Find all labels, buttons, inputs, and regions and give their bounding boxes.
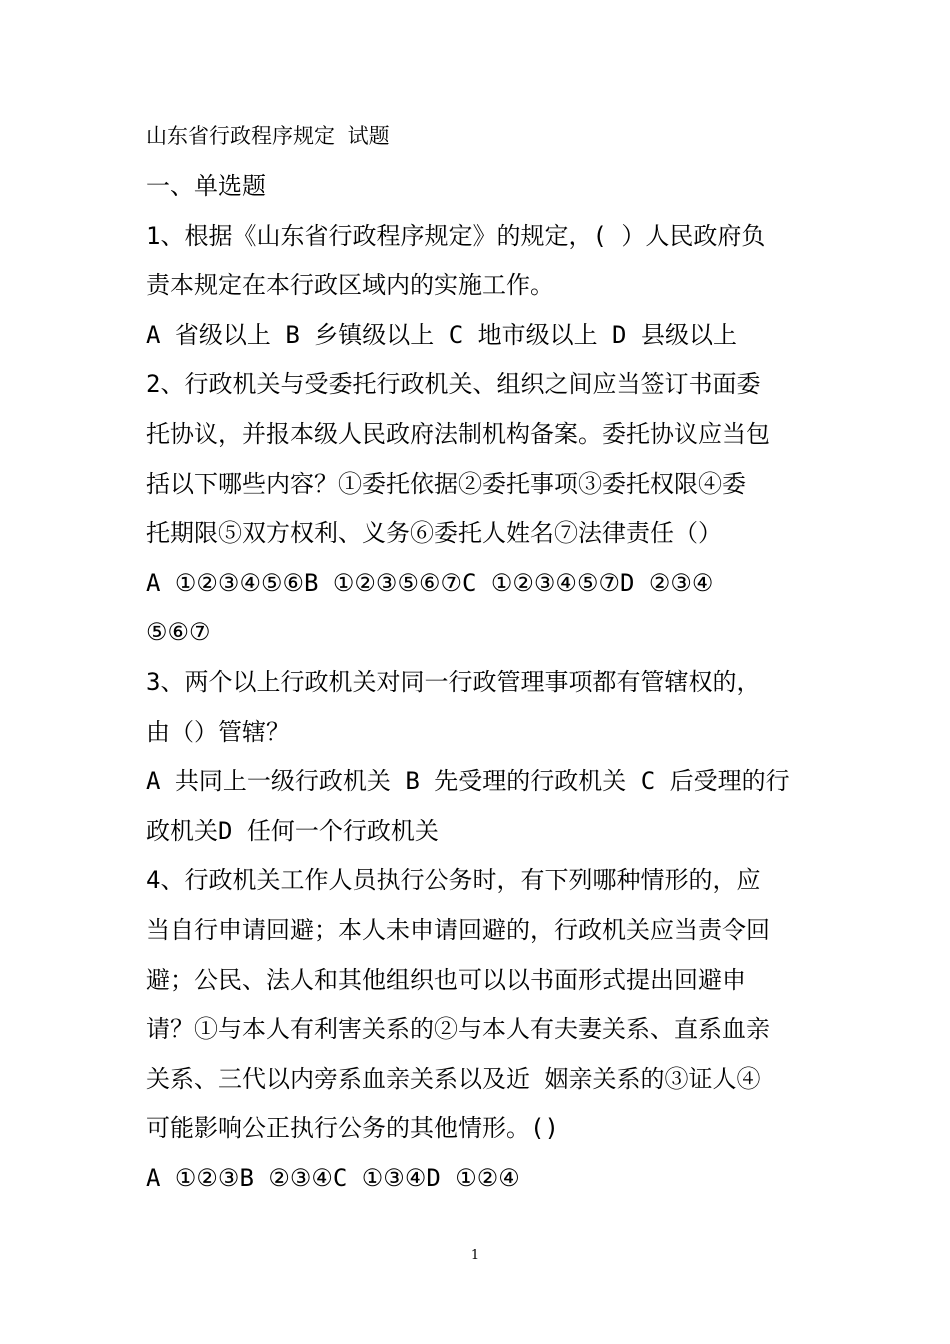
question-4-line-2: 当自行申请回避；本人未申请回避的，行政机关应当责令回 [146, 915, 770, 944]
question-4-line-3: 避；公民、法人和其他组织也可以以书面形式提出回避申 [146, 965, 746, 994]
page-number: 1 [470, 1248, 480, 1263]
document-title: 山东省行政程序规定 试题 [146, 124, 390, 148]
question-4-line-6: 可能影响公正执行公务的其他情形。() [146, 1114, 559, 1143]
question-2-line-3: 括以下哪些内容？①委托依据②委托事项③委托权限④委 [146, 469, 746, 498]
question-3-line-1: 3、两个以上行政机关对同一行政管理事项都有管辖权的， [146, 667, 761, 696]
question-2-options-line-1: A ①②③④⑤⑥B ①②③⑤⑥⑦C ①②③④⑤⑦D ②③④ [146, 568, 714, 597]
question-2-line-1: 2、行政机关与受委托行政机关、组织之间应当签订书面委 [146, 370, 761, 399]
section-heading: 一、单选题 [146, 172, 266, 200]
question-1-line-1: 1、根据《山东省行政程序规定》的规定，( ）人民政府负 [146, 221, 766, 250]
question-4-options: A ①②③B ②③④C ①③④D ①②④ [146, 1163, 520, 1192]
question-4-line-1: 4、行政机关工作人员执行公务时，有下列哪种情形的，应 [146, 866, 761, 895]
question-3-options-line-1: A 共同上一级行政机关 B 先受理的行政机关 C 后受理的行 [146, 767, 790, 796]
question-4-line-5: 关系、三代以内旁系血亲关系以及近 姻亲关系的③证人④ [146, 1064, 761, 1093]
question-2-line-4: 托期限⑤双方权利、义务⑥委托人姓名⑦法律责任（） [146, 519, 722, 548]
question-3-options-line-2: 政机关D 任何一个行政机关 [146, 816, 439, 845]
question-4-line-4: 请？①与本人有利害关系的②与本人有夫妻关系、直系血亲 [146, 1015, 770, 1044]
question-1-options: A 省级以上 B 乡镇级以上 C 地市级以上 D 县级以上 [146, 320, 737, 349]
question-2-options-line-2: ⑤⑥⑦ [146, 618, 211, 647]
document-body [146, 162, 811, 1203]
question-1-line-2: 责本规定在本行政区域内的实施工作。 [146, 271, 554, 300]
question-2-line-2: 托协议，并报本级人民政府法制机构备案。委托协议应当包 [146, 419, 770, 448]
question-3-line-2: 由（）管辖？ [146, 717, 290, 746]
